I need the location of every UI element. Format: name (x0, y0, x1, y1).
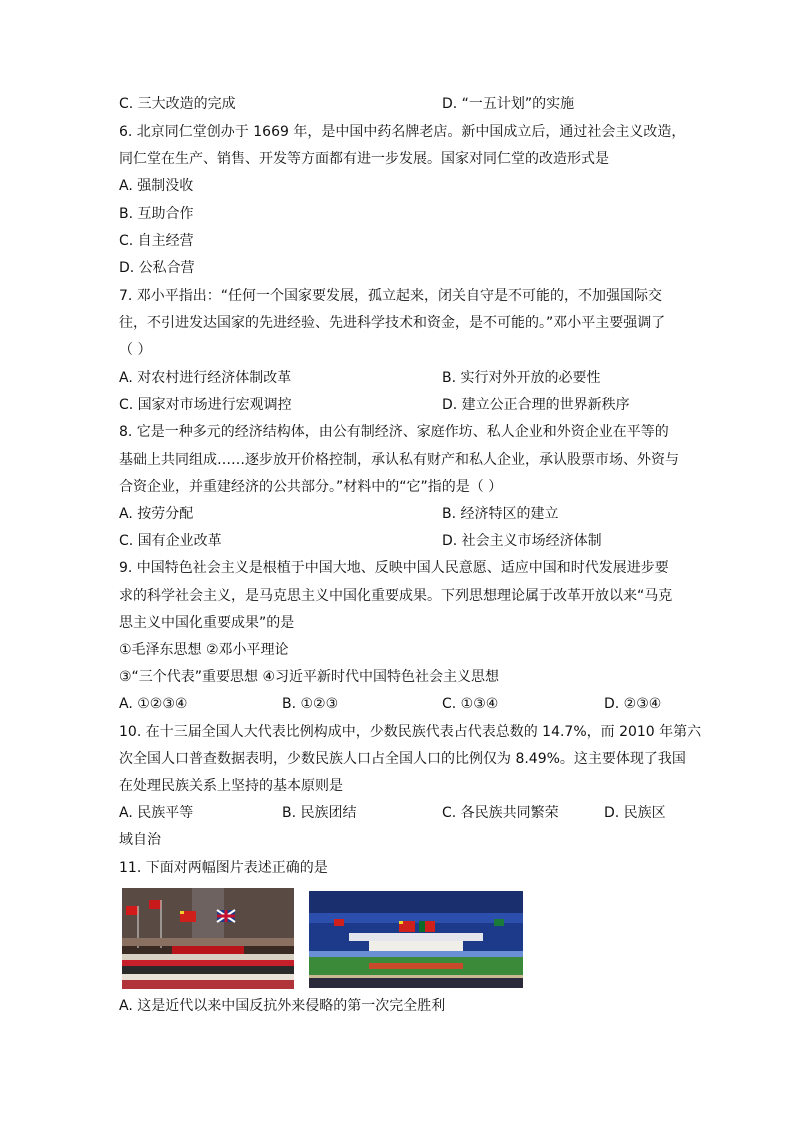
q7-stem-line1: 7. 邓小平指出：“任何一个国家要发展，孤立起来，闭关自守是不可能的，不加强国际交 (119, 288, 663, 304)
q10-stem-line2: 次全国人口普查数据表明，少数民族人口占全国人口的比例仅为 8.49%。这主要体现了我国 (119, 751, 686, 767)
q9-item-line1: ①毛泽东思想 ②邓小平理论 (119, 642, 289, 658)
q7-option-c: C. 国家对市场进行宏观调控 (119, 397, 292, 413)
macau-handover-photo (309, 891, 523, 988)
q7-option-b: B. 实行对外开放的必要性 (442, 370, 601, 386)
q11-stem: 11. 下面对两幅图片表述正确的是 (119, 860, 328, 876)
q5-option-d: D. “一五计划”的实施 (442, 96, 575, 112)
q6-stem-line2: 同仁堂在生产、销售、开发等方面都有进一步发展。国家对同仁堂的改造形式是 (119, 151, 609, 167)
q8-option-c: C. 国有企业改革 (119, 533, 222, 549)
q9-option-a: A. ①②③④ (119, 696, 188, 712)
q9-option-d: D. ②③④ (604, 696, 662, 712)
q9-item-line2: ③“三个代表”重要思想 ④习近平新时代中国特色社会主义思想 (119, 669, 500, 685)
hong-kong-handover-photo (122, 888, 294, 989)
q9-stem-line1: 9. 中国特色社会主义是根植于中国大地、反映中国人民意愿、适应中国和时代发展进步要 (119, 560, 669, 576)
q10-stem-line1: 10. 在十三届全国人大代表比例构成中，少数民族代表占代表总数的 14.7%，而 2010 年第六 (119, 724, 702, 740)
q10-stem-line3: 在处理民族关系上坚持的基本原则是 (119, 778, 343, 794)
q7-stem-line2: 往，不引进发达国家的先进经验、先进科学技术和资金，是不可能的。”邓小平主要强调了 (119, 315, 666, 331)
q9-stem-line2: 求的科学社会主义，是马克思主义中国化重要成果。下列思想理论属于改革开放以来“马克 (119, 588, 673, 604)
q6-option-c: C. 自主经营 (119, 233, 194, 249)
q11-option-a: A. 这是近代以来中国反抗外来侵略的第一次完全胜利 (119, 998, 446, 1014)
q7-option-d: D. 建立公正合理的世界新秩序 (442, 397, 630, 413)
q9-option-b: B. ①②③ (282, 696, 339, 712)
q8-option-b: B. 经济特区的建立 (442, 506, 559, 522)
q5-option-c: C. 三大改造的完成 (119, 96, 236, 112)
q7-option-a: A. 对农村进行经济体制改革 (119, 370, 292, 386)
q6-stem-line1: 6. 北京同仁堂创办于 1669 年，是中国中药名牌老店。新中国成立后，通过社会主义改造， (119, 124, 686, 140)
q7-stem-line3: （ ） (119, 342, 152, 358)
q8-stem-line3: 合资企业，并重建经济的公共部分。”材料中的“它”指的是（ ） (119, 479, 503, 495)
q8-stem-line1: 8. 它是一种多元的经济结构体，由公有制经济、家庭作坊、私人企业和外资企业在平等的 (119, 424, 669, 440)
q8-option-d: D. 社会主义市场经济体制 (442, 533, 602, 549)
q10-option-b: B. 民族团结 (282, 805, 357, 821)
q8-stem-line2: 基础上共同组成……逐步放开价格控制，承认私有财产和私人企业，承认股票市场、外资与 (119, 452, 679, 468)
q6-option-d: D. 公私合营 (119, 260, 195, 276)
q10-option-d-wrap: 域自治 (119, 832, 161, 848)
q9-option-c: C. ①③④ (442, 696, 499, 712)
q8-option-a: A. 按劳分配 (119, 506, 194, 522)
q6-option-b: B. 互助合作 (119, 206, 194, 222)
q10-option-c: C. 各民族共同繁荣 (442, 805, 559, 821)
q10-option-a: A. 民族平等 (119, 805, 194, 821)
q9-stem-line3: 思主义中国化重要成果”的是 (119, 615, 295, 631)
q10-option-d: D. 民族区 (604, 805, 666, 821)
q6-option-a: A. 强制没收 (119, 178, 194, 194)
